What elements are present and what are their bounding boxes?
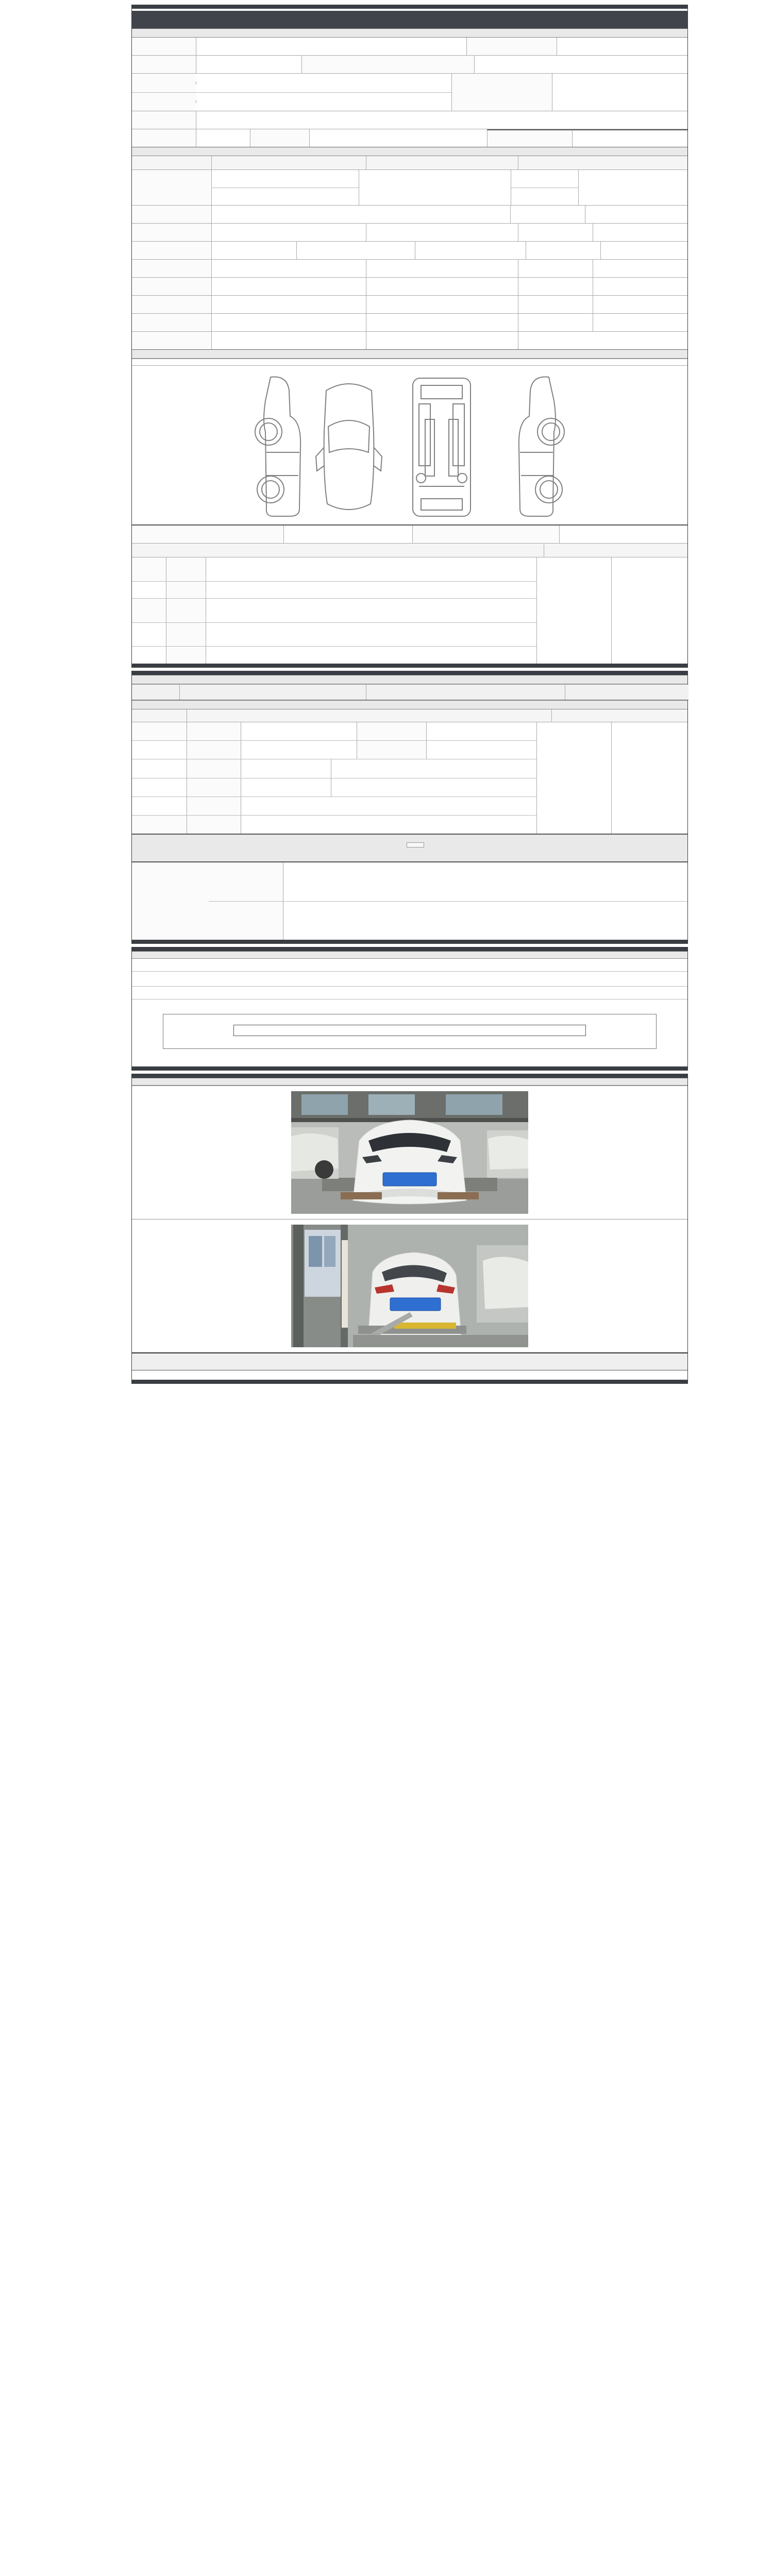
field-label (132, 129, 196, 147)
remark-cell (593, 314, 687, 331)
tire-options[interactable] (241, 778, 331, 796)
column-header (518, 156, 687, 170)
rank-label (166, 623, 206, 647)
price-unit (536, 557, 611, 664)
price-unit (518, 296, 593, 313)
row-label (132, 526, 283, 543)
info-box-title (233, 1025, 586, 1036)
section-basic-info (132, 28, 687, 38)
warranty-options (309, 129, 487, 147)
color-change-options[interactable] (366, 296, 518, 313)
basic-item-options[interactable] (241, 816, 536, 834)
page-2 (131, 671, 688, 944)
remark-cell (585, 206, 687, 223)
special-kind-options[interactable] (366, 260, 518, 277)
page-3 (131, 947, 688, 1071)
base-price-value (572, 129, 687, 147)
remark-cell (600, 242, 687, 259)
row-label (187, 816, 241, 834)
section-overall-state (132, 147, 687, 156)
column-header (565, 685, 688, 700)
photo-front-svg (291, 1091, 528, 1214)
tuning-kind-options[interactable] (415, 242, 526, 259)
page-bottom-bar (132, 664, 687, 667)
rank-label (166, 647, 206, 664)
notice-heading (132, 959, 687, 972)
column-header (366, 685, 565, 700)
remark-cell (593, 296, 687, 313)
overall-state-table (132, 156, 687, 349)
exterior-options[interactable] (241, 722, 357, 740)
remark-cell (611, 722, 687, 834)
vin-state-options[interactable] (211, 206, 510, 223)
row-label (209, 862, 283, 901)
tuning-options[interactable] (211, 242, 296, 259)
row-label (132, 170, 211, 205)
field-label (132, 111, 196, 129)
price-unit (518, 278, 593, 295)
inspection-photo-front (132, 1086, 687, 1219)
wheel-position-options[interactable] (331, 759, 536, 777)
column-header (187, 709, 551, 722)
title-block (132, 11, 687, 28)
model-year-value (196, 56, 301, 73)
base-price-label (487, 129, 572, 147)
polish-options[interactable] (241, 741, 357, 759)
page-4 (131, 1074, 688, 1384)
simple-repair-options[interactable] (559, 526, 687, 543)
column-header (211, 156, 366, 170)
field-label (250, 129, 309, 147)
field-label (466, 38, 557, 55)
section-etc-info (132, 700, 687, 709)
row-label (187, 797, 241, 815)
group-label (132, 722, 187, 740)
notice-list (132, 972, 687, 986)
inspection-period-value (474, 56, 687, 73)
current-mileage-value (359, 170, 511, 205)
car-diagram-svg (240, 370, 580, 522)
price-unit (526, 242, 600, 259)
row-label (132, 242, 211, 259)
special-history-options[interactable] (211, 260, 366, 277)
notice-list (132, 999, 687, 1066)
remark-cell (593, 224, 687, 241)
tire-position-options[interactable] (331, 778, 536, 796)
column-header (132, 544, 544, 557)
panel-frame-table (132, 557, 687, 664)
page-top-bar (132, 1074, 687, 1078)
page-1 (131, 5, 688, 668)
row-label (132, 332, 211, 349)
row-label (357, 722, 426, 740)
price-survey-info-box (163, 1014, 657, 1049)
column-header (132, 685, 179, 700)
vin-value (196, 100, 451, 103)
price-unit (518, 224, 593, 241)
row-label (187, 722, 241, 740)
accident-history-options[interactable] (283, 526, 412, 543)
page-bottom-bar (132, 940, 687, 943)
section-accident-history (132, 349, 687, 359)
page-bottom-bar (132, 1066, 687, 1070)
remark-cell (518, 332, 687, 349)
accident-history-row (132, 524, 687, 543)
price-unit (510, 206, 585, 223)
price-unit (518, 260, 593, 277)
color-options[interactable] (211, 296, 366, 313)
section-detail-state (132, 675, 687, 684)
first-registration-value (196, 81, 451, 84)
final-price-value (407, 842, 424, 848)
registration-number-value (557, 38, 687, 55)
room-cleaning-options[interactable] (426, 741, 536, 759)
price-unit (518, 314, 593, 331)
row-label (187, 741, 241, 759)
remark-cell (611, 557, 687, 664)
final-price-row (132, 834, 687, 855)
final-price-note (132, 855, 687, 861)
remark-cell (578, 170, 687, 205)
column-header (544, 544, 687, 557)
emission-options[interactable] (211, 224, 366, 241)
inspector-comment (283, 862, 687, 901)
table-header-row (132, 685, 688, 700)
emission-values (366, 224, 518, 241)
page-top-bar (132, 947, 687, 951)
exchange-header-row (132, 543, 687, 557)
row-label (412, 526, 559, 543)
notice-heading (132, 986, 687, 999)
row-label (187, 778, 241, 796)
field-label (301, 56, 474, 73)
rank-label (166, 599, 206, 622)
rankC-part-options[interactable] (206, 647, 536, 664)
state-symbol-legend (132, 359, 687, 365)
group-label (132, 557, 166, 581)
field-label (132, 74, 196, 92)
recall-done-options[interactable] (366, 332, 518, 349)
car-damage-diagram (132, 365, 687, 524)
field-label (451, 74, 552, 111)
usage-kind-options[interactable] (366, 278, 518, 295)
price-unit (536, 722, 611, 834)
option-kind-options[interactable] (366, 314, 518, 331)
page-top-bar (132, 5, 687, 9)
row-label (132, 296, 211, 313)
column-header (132, 156, 211, 170)
wheel-options[interactable] (241, 759, 331, 777)
remark-cell (593, 278, 687, 295)
row-label (132, 314, 211, 331)
row-label (187, 759, 241, 777)
inspector-opinion-table (132, 861, 687, 940)
column-header (179, 685, 366, 700)
inspection-photo-rear (132, 1219, 687, 1352)
tuning-legal-options[interactable] (296, 242, 415, 259)
car-name-value (196, 38, 466, 55)
row-label (132, 278, 211, 295)
engine-type-value (196, 129, 250, 147)
field-label (132, 38, 196, 55)
section-notice (132, 951, 687, 959)
column-header (366, 156, 518, 170)
row-label (209, 902, 283, 940)
field-label (132, 56, 196, 73)
group-label (132, 599, 166, 622)
rank-label (166, 582, 206, 599)
confirmation-statement (132, 1370, 687, 1380)
appraiser-comment (283, 902, 687, 940)
group-label (132, 816, 187, 834)
rank2-part-options[interactable] (206, 582, 536, 599)
row-label (132, 260, 211, 277)
rank-label (166, 557, 206, 581)
usage-change-options[interactable] (211, 278, 366, 295)
etc-info-table (132, 709, 687, 834)
page-top-bar (132, 671, 687, 675)
field-label (132, 93, 196, 111)
document (131, 0, 688, 1384)
page-bottom-bar (132, 1380, 687, 1383)
row-label (357, 741, 426, 759)
detail-state-table (132, 684, 688, 700)
glass-options[interactable] (241, 797, 536, 815)
column-header (551, 709, 687, 722)
group-label (132, 862, 209, 940)
basic-info-table (132, 38, 687, 147)
fuel-options[interactable] (196, 111, 687, 129)
document-header-line (131, 0, 688, 5)
main-option-options[interactable] (211, 314, 366, 331)
interior-options[interactable] (426, 722, 536, 740)
remark-cell (593, 260, 687, 277)
recall-options[interactable] (211, 332, 366, 349)
section-photos (132, 1078, 687, 1086)
row-label (132, 206, 211, 223)
signature-box (132, 1352, 687, 1370)
photo-rear-svg (291, 1225, 528, 1347)
row-label (132, 224, 211, 241)
